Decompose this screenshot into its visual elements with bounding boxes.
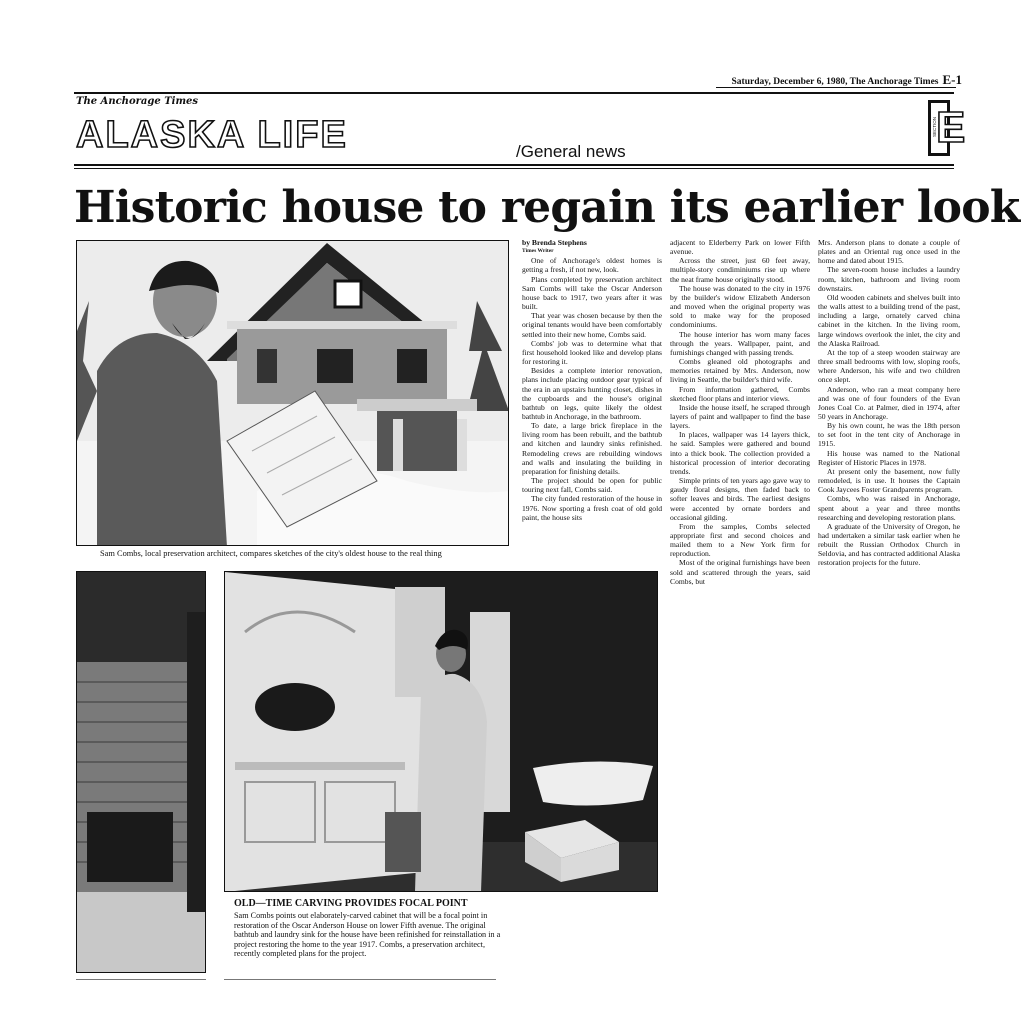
- article-paragraph: Besides a complete interior renovation, plans include placing outdoor gear typical of the era in an upstairs hunting closet, dishes in the cupboards and the house's original bathtub on legs, quite likely the oldest bathtub in Anchorage, in the bathroom.: [522, 366, 662, 421]
- byline-role: Times Writer: [522, 248, 554, 255]
- article-paragraph: From information gathered, Combs sketched floor plans and interior views.: [670, 384, 810, 403]
- dateline-rule: [716, 87, 956, 88]
- photo-architect-house: [76, 240, 509, 546]
- top-rule: [74, 92, 954, 94]
- byline: by Brenda Stephens: [522, 238, 587, 247]
- article-paragraph: The house interior has worn many faces through the years. Wallpaper, paint, and furnishings changed with passing trends.: [670, 329, 810, 357]
- photo-architect-house-image: [77, 241, 509, 546]
- page-number: E-1: [942, 72, 962, 87]
- article-paragraph: Combs' job was to determine what that first household looked like and develop plans for restoring it.: [522, 338, 662, 367]
- photo-brick-fireplace: [76, 571, 206, 973]
- article-paragraph: Combs gleaned old photographs and memories retained by Mrs. Anderson, now living in Seattle, the builder's third wife.: [670, 357, 810, 385]
- bottom-rule-left: [76, 979, 206, 980]
- article-paragraph: Most of the original furnishings have been sold and scattered through the years, said Combs, but: [670, 558, 810, 586]
- section-title: ALASKA LIFE: [76, 114, 348, 156]
- article-paragraph: The house was donated to the city in 1976 by the builder's widow Elizabeth Anderson and moved when the original property was sold to make way for the proposed condominiums.: [670, 283, 810, 330]
- article-paragraph: adjacent to Elderberry Park on lower Fifth avenue.: [670, 238, 810, 257]
- article-paragraph: Combs, who was raised in Anchorage, spent about a year and three months researching and developing restoration plans.: [818, 494, 960, 522]
- photo-carved-cabinet: [224, 571, 658, 892]
- article-paragraph: At the top of a steep wooden stairway are three small bedrooms with low, sloping roofs, where Anderson, his wife and two children once slept.: [818, 347, 960, 385]
- article-paragraph: The project should be open for public touring next fall, Combs said.: [522, 476, 662, 495]
- article-paragraph: To date, a large brick fireplace in the living room has been rebuilt, and the bathtub and kitchen and laundry sinks refinished. Remodeling crews are rebuilding windows and walls and insulating the building in preparation for finishing details.: [522, 421, 662, 476]
- article-column-1: [522, 238, 662, 522]
- masthead-rule-1: [74, 164, 954, 166]
- article-column-3: [818, 238, 960, 568]
- dateline: [722, 72, 962, 88]
- photo-architect-house-caption: Sam Combs, local preservation architect, compares sketches of the city's oldest house to the real thing: [100, 549, 442, 558]
- article-paragraph: By his own count, he was the 18th person to set foot in the tent city of Anchorage in 1915.: [818, 421, 960, 449]
- section-letter: E: [936, 103, 966, 152]
- article-paragraph: A graduate of the University of Oregon, he had undertaken a similar task earlier when he rebuilt the Russian Orthodox Church in Seldovia, and has contracted additional Alaska restoration projects for the future.: [818, 521, 960, 568]
- dateline-text: Saturday, December 6, 1980, The Anchorage Times: [731, 77, 939, 87]
- photo-brick-fireplace-image: [77, 572, 206, 973]
- article-paragraph: Old wooden cabinets and shelves built into the walls attest to a building trend of the past, including a large, ornately carved china cabinet in the kitchen. In the living room, large windows overlook the inlet, the city and the Alaska Railroad.: [818, 292, 960, 348]
- masthead-rule-2: [74, 168, 954, 169]
- photo-carved-cabinet-title: OLD—TIME CARVING PROVIDES FOCAL POINT: [234, 898, 468, 909]
- headline: Historic house to regain its earlier look: [74, 182, 1020, 233]
- article-paragraph: One of Anchorage's oldest homes is getting a fresh, if not new, look.: [522, 256, 662, 275]
- section-badge: [928, 100, 966, 156]
- article-paragraph: Across the street, just 60 feet away, multiple-story condiminiums rise up where the neat frame house originally stood.: [670, 256, 810, 284]
- article-paragraph: The seven-room house includes a laundry room, kitchen, bathroom and living room downstairs.: [818, 265, 960, 293]
- article-paragraph: Inside the house itself, he scraped through layers of paint and wallpaper to find the base layers.: [670, 402, 810, 431]
- article-paragraph: At present only the basement, now fully remodeled, is in use. It houses the Captain Cook Jaycees Foster Grandparents program.: [818, 466, 960, 495]
- article-paragraph: In places, wallpaper was 14 layers thick, he said. Samples were gathered and bound into a thick book. The collection provided a historical procession of interior decorating trends.: [670, 430, 810, 476]
- photo-carved-cabinet-caption: Sam Combs points out elaborately-carved cabinet that will be a focal point in restoration of the Oscar Anderson House on lower Fifth avenue. The original bathtub and laundry sink for the house have been refinished for reinstallation in a project restoring the home to the year 1917. Combs, a preservation architect, recently completed plans for the project.: [234, 911, 501, 959]
- article-paragraph: From the samples, Combs selected appropriate first and second choices and mailed them to a New York firm for reproduction.: [670, 521, 810, 559]
- bottom-rule-right: [224, 979, 496, 980]
- photo-carved-cabinet-image: [225, 572, 658, 892]
- article-paragraph: Plans completed by preservation architect Sam Combs will take the Oscar Anderson house back to 1917, two years after it was built.: [522, 274, 662, 312]
- section-badge-label: SECTION: [932, 117, 937, 138]
- article-paragraph: That year was chosen because by then the original tenants would have been comfortably settled into their new home, Combs said.: [522, 311, 662, 339]
- article-paragraph: Anderson, who ran a meat company here and was one of four founders of the Evan Jones Coal Co. at Palmer, died in 1974, after 50 years in Anchorage.: [818, 384, 960, 421]
- article-column-2: [670, 238, 810, 586]
- article-paragraph: Simple prints of ten years ago gave way to gaudy floral designs, then faded back to softer leaves and birds. The earliest designs were accented by ornate borders and occasional gilding.: [670, 476, 810, 522]
- article-paragraph: Mrs. Anderson plans to donate a couple of plates and an Oriental rug once used in the home and dated about 1915.: [818, 238, 960, 266]
- section-subtitle: /General news: [516, 142, 626, 161]
- article-paragraph: His house was named to the National Register of Historic Places in 1978.: [818, 448, 960, 467]
- article-paragraph: The city funded restoration of the house in 1976. Now sporting a fresh coat of old gold paint, the house sits: [522, 494, 662, 522]
- paper-name: The Anchorage Times: [76, 96, 199, 107]
